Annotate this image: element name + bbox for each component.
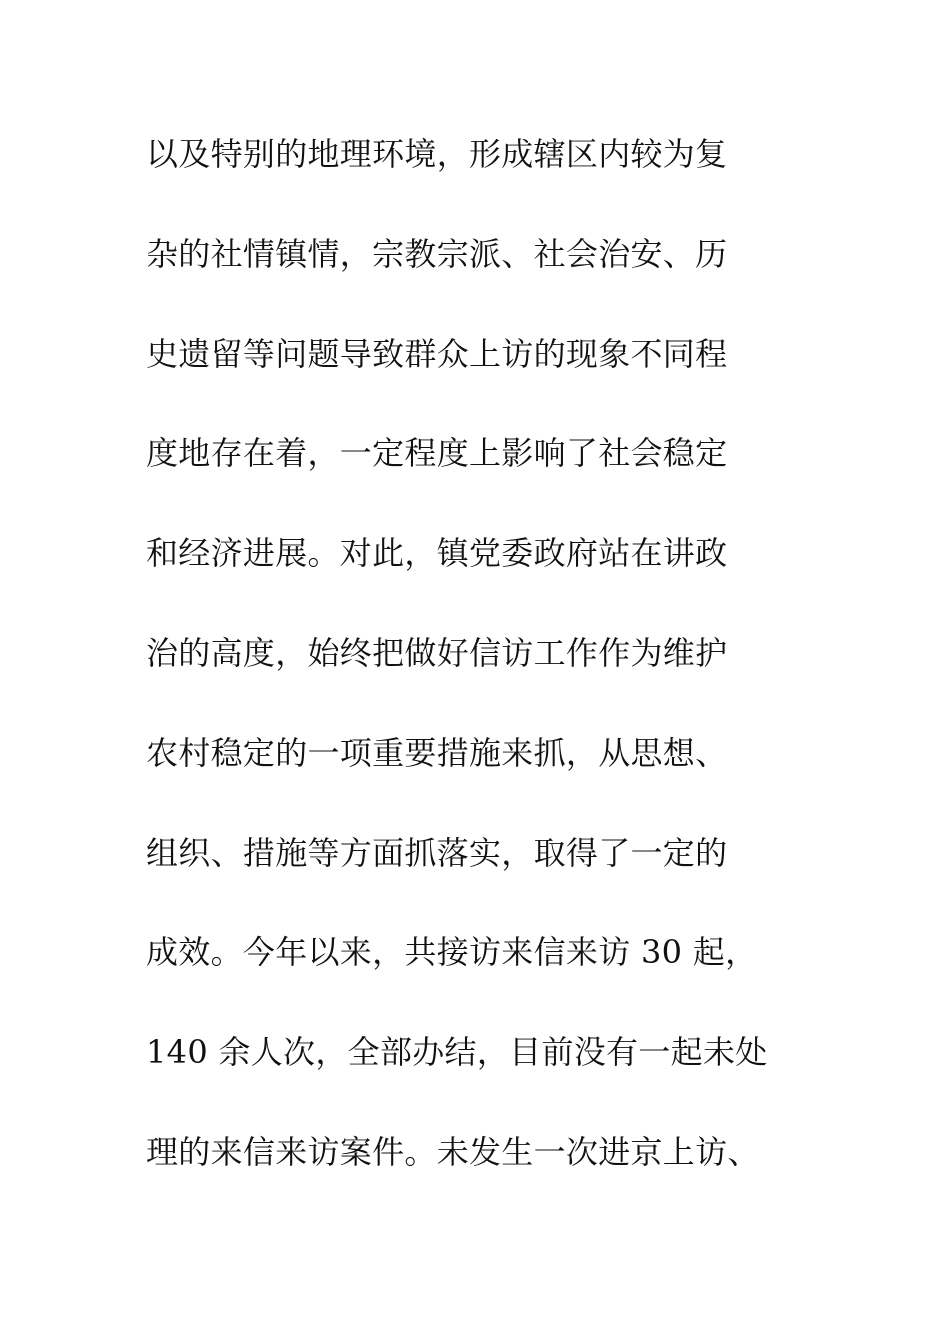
text-line: 杂的社情镇情，宗教宗派、社会治安、历 bbox=[146, 234, 728, 273]
text-line: 理的来信来访案件。未发生一次进京上访、 bbox=[146, 1132, 760, 1171]
text-line: 和经济进展。对此，镇党委政府站在讲政 bbox=[146, 534, 728, 573]
text-line: 组织、措施等方面抓落实，取得了一定的 bbox=[146, 833, 728, 872]
text-line: 治的高度，始终把做好信访工作作为维护 bbox=[146, 633, 728, 672]
text-line: 以及特别的地理环境，形成辖区内较为复 bbox=[146, 135, 728, 173]
text-line: 度地存在着，一定程度上影响了社会稳定 bbox=[146, 434, 728, 473]
text-line: 农村稳定的一项重要措施来抓，从思想、 bbox=[146, 733, 728, 772]
text-line: 140 余人次，全部办结，目前没有一起未处 bbox=[146, 1033, 768, 1072]
text-line: 史遗留等问题导致群众上访的现象不同程 bbox=[146, 334, 728, 373]
text-line: 成效。今年以来，共接访来信来访 30 起， bbox=[146, 933, 758, 972]
body-paragraph bbox=[146, 124, 826, 1222]
